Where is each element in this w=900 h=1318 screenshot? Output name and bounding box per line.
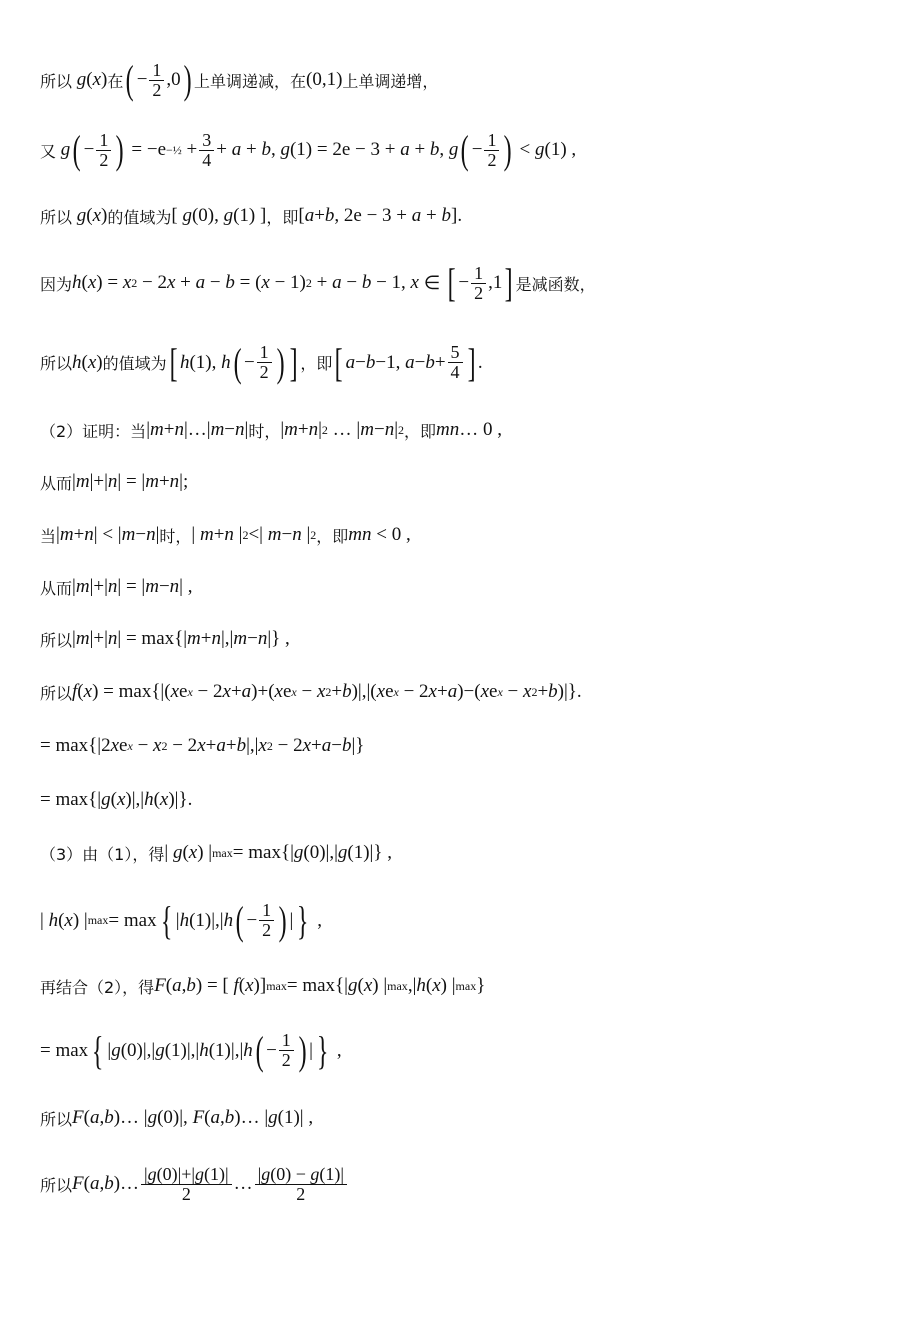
line-12: = max{|2 x e x − x 2 − 2 x + a + b |,| x 2 − 2 x + a − b |} (40, 735, 365, 756)
line-3: 所以 g ( x ) 的值域为 [ g (0), g (1) ] ，即 [ a + b , 2e − 3 + a + b ]. (40, 205, 463, 227)
line-2: 又 g ( − $\frac{1}{2}$ ) = −e −½ + $\frac{3}{4}$ + a + b , g (1) = 2e − 3 + a + b , g ( − $\frac{1}{2}$ ) < g (1) , (40, 127, 577, 172)
line-7: 从而 | m |+| n | = | m + n |; (40, 471, 189, 493)
line-8: 当 | m + n | < | m − n | 时， | m + n | 2 <| m − n | 2 ，即 mn < 0 , (40, 524, 411, 546)
line-4: 因为 h ( x ) = x 2 − 2 x + a − b = ( x − 1) 2 + a − b − 1, x ∈ [ − $\frac{1}{2}$ ,1 ] 是减函数， (40, 260, 596, 305)
line-1: 所以 g ( x ) 在 ( − $\frac{1}{2}$ ,0 ) 上单调递减，在 (0,1) 上单调递增， (40, 57, 439, 102)
line-19: 所以 F ( a , b )… $\frac{|g(0)|+|g(1)|}{2}$ … $\frac{|g(0) - g(1)|}{2}$ (40, 1155, 349, 1213)
line-6: （2）证明：当 | m + n |…| m − n | 时， | m + n | 2 … | m − n | 2 ，即 mn … 0 , (40, 419, 502, 441)
line-13: = max{| g ( x )|,| h ( x )|}. (40, 789, 193, 810)
line-9: 从而 | m |+| n | = | m − n | , (40, 576, 193, 598)
line-15: | h ( x ) | max = max { | h (1)|,| h ( − $\frac{1}{2}$ ) | } , (40, 897, 322, 943)
line-10: 所以 | m |+| n | = max{| m + n |,| m − n |} , (40, 628, 290, 650)
line-16: 再结合（2），得 F ( a , b ) = [ f ( x )] max = max{| g ( x ) | max ,| h ( x ) | max } (40, 975, 486, 997)
line-14: （3）由（1），得 | g ( x ) | max = max{| g (0)|,| g (1)|} , (40, 842, 392, 864)
line-18: 所以 F ( a , b )… | g (0)|, F ( a , b )… | g (1)| , (40, 1107, 314, 1129)
line-5: 所以 h ( x ) 的值域为 [ h (1), h ( − $\frac{1}{2}$ ) ] ，即 [ a − b −1, a − b + $\frac{5}{4}$ ] . (40, 339, 483, 385)
line-11: 所以 f ( x ) = max{|( x e x − 2 x + a )+( x e x − x 2 + b )|,|( x e x − 2 x + a )−( x e x − x 2 + b )|}. (40, 681, 582, 703)
line-17: = max { | g (0)|,| g (1)|,| h (1)|,| h ( − $\frac{1}{2}$ ) | } , (40, 1027, 342, 1073)
